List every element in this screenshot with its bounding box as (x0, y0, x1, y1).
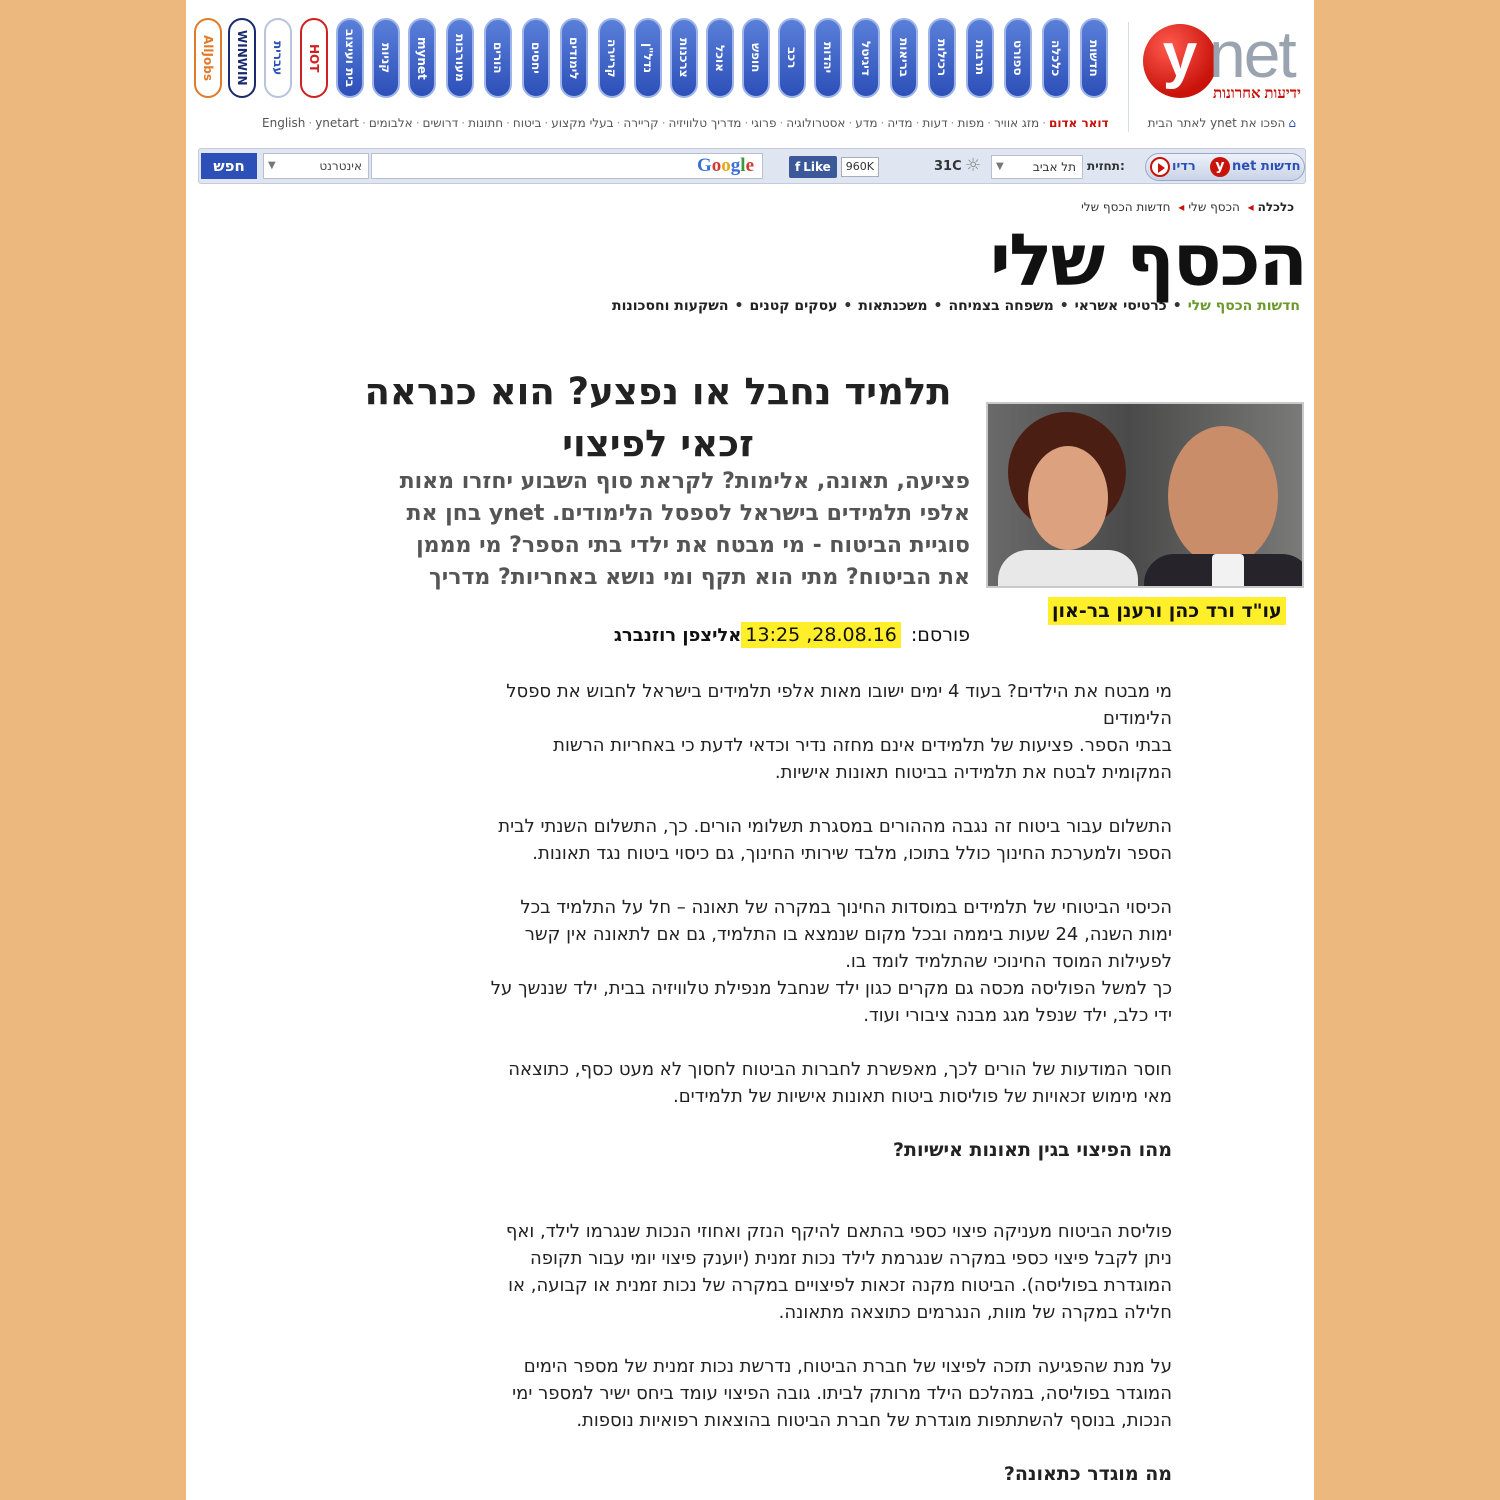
top-link-career[interactable]: קריירה (623, 116, 659, 130)
fb-like-button[interactable]: f Like (789, 156, 837, 178)
logo-y-mark: y (1143, 24, 1217, 98)
nav-pill-hot[interactable]: HOT (300, 18, 328, 98)
top-link-frogi[interactable]: פרוגי (751, 116, 777, 130)
top-link-media[interactable]: מדיה (887, 116, 913, 130)
breadcrumb-my-money-news[interactable]: חדשות הכסף שלי (1081, 200, 1171, 214)
body-paragraph: מי מבטח את הילדים? בעוד 4 ימים ישובו מאות אלפי תלמידים בישראל לחבוש את ספסל הלימודים בבתי הספר. פציעות של תלמידים אינם מחזה נדיר וכדאי לדעת כי באחריות הרשות המקומית לבטח את תלמידיה בביטוח תאונות אישיות. (506, 681, 1172, 783)
headline-line: זכאי לפיצוי (562, 422, 754, 465)
nav-pill-realestate[interactable]: נדל"ן (634, 18, 662, 98)
ynet-y-icon: y (1210, 157, 1230, 177)
subnav-investments-savings[interactable]: השקעות וחסכונות (612, 298, 729, 314)
section-title: הכסף שלי (989, 218, 1306, 302)
body-paragraph: הכיסוי הביטוחי של תלמידים במוסדות החינוך במקרה של תאונה – חל על התלמיד בכל ימות השנה, 24 שעות ביממה ובכל מקום שנמצא בו התלמיד, גם אם לתאונה אין קשר לפעילות המוסד החינוכי שהתלמיד לומד בו. כך למשל הפוליסה מכסה גם מקרים כגון ילד שנחבל מנפילת טלוויזיה בבית, ילד שננשך על ידי כלב, ילד שנפל מגג מבנה ציבורי ועוד. (490, 897, 1172, 1026)
news-radio-button[interactable] (1145, 153, 1305, 181)
search-toolbar (198, 148, 1306, 184)
top-link-insurance[interactable]: ביטוח (512, 116, 542, 130)
top-link-tv-guide[interactable]: מדריך טלוויזיה (668, 116, 742, 130)
body-paragraph: חוסר המודעות של הורים לכך, מאפשרת לחברות הביטוח לחסוך לא מעט כסף, כתוצאה מאי מימוש זכאויות של פוליסות ביטוח תאונות אישיות של תלמידים. (508, 1059, 1172, 1107)
publish-time: 13:25 (745, 624, 801, 646)
body-paragraph: על מנת שהפגיעה תזכה לפיצוי של חברת הביטוח, נדרשת נכות זמנית של מספר הימים המוגדר בפוליסה, במהלכם הילד מרותק לביתו. גובה הפיצוי עומד ביחס ישיר למספר ימי הנכות, בנוסף להשתתפות מוגדרת של חברת הביטוח בהוצאות רפואיות נוספות. (512, 1356, 1172, 1431)
sun-cloud-icon: ☼ (965, 155, 982, 176)
body-paragraph: פוליסת הביטוח מעניקה פיצוי כספי בהתאם להיקף הנזק ואחוזי הנכות שנגרמו לילד, ואף ניתן לקבל פיצוי כספי במקרה שנגרמת לילד נכות זמנית (יוענק פיצוי יומי עבור תקופה המוגדרת בפוליסה). הביטוח מקנה זכאות לפיצויים במקרה של נכות זמנית או קבועה, או חלילה במקרה של מוות, הנגרמים כתוצאה מתאונה. (505, 1221, 1172, 1323)
subnav-my-money-news[interactable]: חדשות הכסף שלי (1187, 298, 1300, 314)
article-body (350, 678, 1172, 1500)
weather-temperature: 31C (934, 159, 962, 174)
nav-pill-vacation[interactable]: חופש (742, 18, 770, 98)
top-link-albums[interactable]: אלבומים (368, 116, 413, 130)
city-select[interactable]: ▼ תל אביב (991, 155, 1083, 179)
set-homepage-link[interactable]: הפכו את ynet לאתר הבית (1147, 116, 1286, 130)
facebook-like[interactable] (789, 156, 879, 178)
ynet-logo[interactable] (1141, 17, 1306, 110)
nav-pill-food[interactable]: אוכל (706, 18, 734, 98)
logo-net-text: net (1209, 17, 1295, 91)
logo-subtitle: ידיעות אחרונות (1213, 86, 1301, 102)
nav-pill-sport[interactable]: ספורט (1004, 18, 1032, 98)
nav-pill-hebrew[interactable]: עברית (264, 18, 292, 98)
top-link-ynetart[interactable]: ynetart (315, 116, 359, 130)
article-byline (614, 622, 970, 648)
subnav-growing-family[interactable]: משפחה בצמיחה (948, 298, 1054, 314)
top-link-english[interactable]: English (262, 116, 306, 130)
radio-label: רדיו (1172, 159, 1196, 174)
top-link-science[interactable]: מדע (855, 116, 878, 130)
nav-pill-digital[interactable]: דיגיטל (852, 18, 880, 98)
nav-pill-news[interactable]: חדשות (1080, 18, 1108, 98)
top-link-weddings[interactable]: חתונות (468, 116, 504, 130)
top-link-astrology[interactable]: אסטרולוגיה (786, 116, 846, 130)
top-link-weather[interactable]: מזג אוויר (994, 116, 1040, 130)
section-nav-pills (194, 18, 1118, 100)
published-label: פורסם: (910, 624, 970, 646)
nav-pill-gossip[interactable]: רכילות (928, 18, 956, 98)
subnav-credit-cards[interactable]: כרטיסי אשראי (1074, 298, 1167, 314)
chevron-down-icon: ▼ (268, 160, 276, 171)
play-icon (1150, 157, 1170, 177)
nav-pill-home-design[interactable]: בית ועיצוב (336, 18, 364, 98)
nav-pill-judaism[interactable]: יהדות (814, 18, 842, 98)
printed-page (186, 0, 1314, 1500)
top-link-professionals[interactable]: בעלי מקצוע (551, 116, 614, 130)
nav-pill-cars[interactable]: רכב (778, 18, 806, 98)
nav-pill-culture[interactable]: תרבות (966, 18, 994, 98)
search-scope-select[interactable]: ▼ אינטרנט (263, 153, 369, 179)
nav-pill-career[interactable]: קריירה (598, 18, 626, 98)
chevron-down-icon: ▼ (996, 161, 1004, 172)
body-paragraph: התשלום עבור ביטוח זה נגבה מההורים במסגרת תשלומי הורים. כך, התשלום השנתי לבית הספר ולמערכת החינוך כולל בתוכו, מלבד שירותי החינוך, גם כיסוי ביטוח נגד תאונות. (498, 816, 1172, 864)
photo-caption: עו"ד ורד כהן ורענן בר-און (1048, 597, 1286, 625)
headline-line: תלמיד נחבל או נפצע? הוא כנראה (364, 370, 952, 413)
breadcrumb-my-money[interactable]: הכסף שלי (1188, 200, 1240, 214)
author-name[interactable]: אליצפן רוזנברג (613, 624, 742, 646)
nav-pill-shopping[interactable]: קניות (372, 18, 400, 98)
nav-pill-consumer[interactable]: צרכנות (670, 18, 698, 98)
news-label: net חדשות (1232, 159, 1301, 174)
fb-like-count: 960K (841, 157, 879, 177)
nav-pill-relationships[interactable]: יחסים (522, 18, 550, 98)
top-links-bar: ⌂ הפכו את ynet לאתר הבית דואר אדום · מזג אוויר · מפות · דעות · מדיה · מדע · אסטרולוגיה · פרוגי · מדריך טלוויזיה · קריירה · בעלי מקצוע · ביטוח · חתונות · דרושים · אלבומים · ynetart · English (206, 116, 1296, 130)
top-link-opinions[interactable]: דעות (922, 116, 948, 130)
google-logo: Google (697, 155, 754, 176)
top-link-maps[interactable]: מפות (957, 116, 985, 130)
search-button[interactable]: חפש (201, 153, 257, 179)
forecast-label: תחזית: (1087, 159, 1125, 173)
nav-pill-involvement[interactable]: מעורבות (446, 18, 474, 98)
article-photo (986, 402, 1304, 588)
nav-pill-parents[interactable]: הורים (484, 18, 512, 98)
article-headline (358, 366, 958, 470)
top-link-red-mail[interactable]: דואר אדום (1049, 116, 1109, 130)
article-subtitle: פציעה, תאונה, אלימות? לקראת סוף השבוע יחזרו מאות אלפי תלמידים בישראל לספסל הלימודים. ynet בחן את סוגיית הביטוח - מי מבטח את ילדי בתי הספר? מי מממן את הביטוח? מתי הוא תקף ומי נושא באחריות? מדריך (399, 469, 970, 590)
nav-pill-alljobs[interactable]: AllJobs (194, 18, 222, 98)
breadcrumb-economy[interactable]: כלכלה (1257, 200, 1294, 214)
nav-pill-studies[interactable]: לימודים (560, 18, 588, 98)
breadcrumb: כלכלה◂ הכסף שלי◂ חדשות הכסף שלי (1081, 200, 1294, 214)
nav-pill-winwin[interactable]: WINWIN (228, 18, 256, 98)
section-subnav: חדשות הכסף שלי • כרטיסי אשראי • משפחה בצמיחה • משכנתאות • עסקים קטנים • השקעות וחסכונות (606, 298, 1306, 314)
nav-pill-health[interactable]: בריאות (890, 18, 918, 98)
facebook-icon: f (795, 160, 801, 174)
subnav-small-business[interactable]: עסקים קטנים (749, 298, 838, 314)
publish-date: 28.08.16 (812, 624, 897, 646)
nav-pill-economy[interactable]: כלכלה (1042, 18, 1070, 98)
home-icon[interactable]: ⌂ (1288, 116, 1296, 130)
publish-datetime: 28.08.16, 13:25 (741, 622, 900, 648)
nav-pill-mynet[interactable]: mynet (408, 18, 436, 98)
top-link-jobs[interactable]: דרושים (422, 116, 459, 130)
body-subheading: מהו הפיצוי בגין תאונות אישיות? (892, 1139, 1172, 1161)
body-subheading: מה מוגדר כתאונה? (1003, 1463, 1172, 1485)
subnav-mortgages[interactable]: משכנתאות (858, 298, 928, 314)
